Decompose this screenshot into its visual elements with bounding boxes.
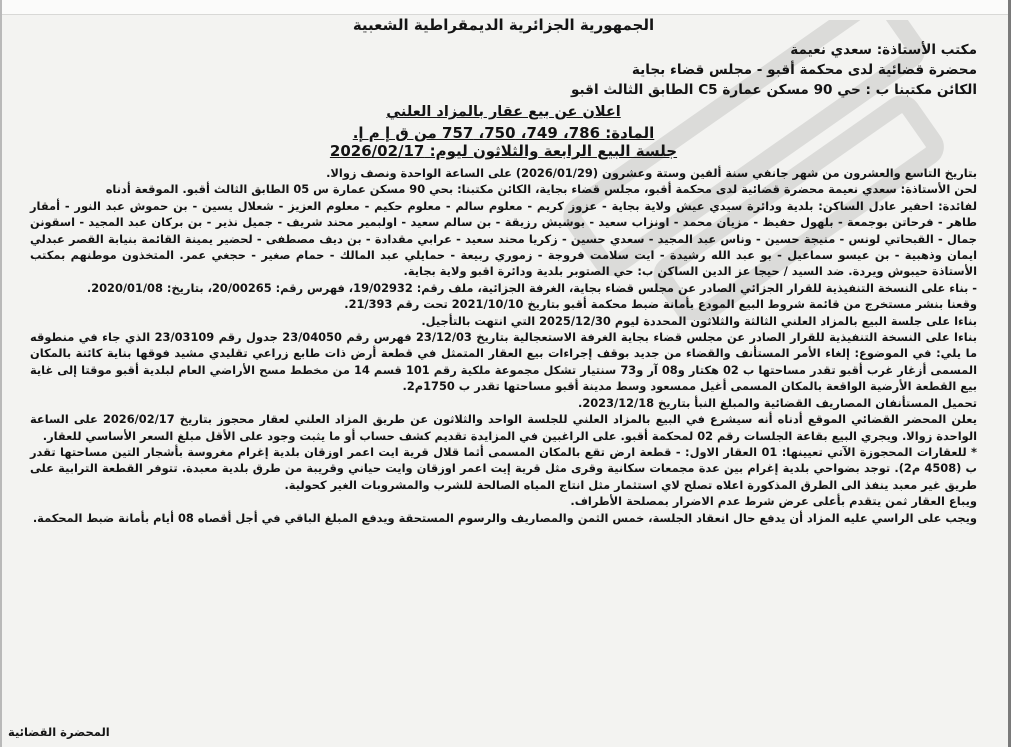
scan-top-edge — [0, 0, 1011, 15]
paragraph-conditions-list: وقعنا بنشر مستخرج من قائمة شروط البيع المودع بأمانة ضبط محكمة أقبو بتاريخ 2021/10/10 تحت رقم 21/393. — [344, 297, 977, 312]
paragraph-auction-notice: يعلن المحضر القضائي الموقع أدناه أنه سيشرع في البيع بالمزاد العلني للجلسة الواحد والثلاثون عن طريق المزاد العلني لعقار محجوز بتاريخ 2026/02/17 على الساعة الواحدة زوالا. ويجري البيع بقاعة الجلسات رقم 02 لمحكمة أقبو. على الراغبين في المزايدة تقديم كشف حساب أو ما يثبت وجود على الأقل مبلغ السعر الأساسي للعقار. — [30, 412, 977, 443]
paragraph-court-decision: بناءا على النسخة التنفيذية للقرار الصادر عن مجلس قضاء بجاية الغرفة الاستعجالية بتاريخ 23/12/03 فهرس رقم 23/04050 جدول رقم 23/03109 الذي جاء في منطوقه ما يلي: في الموضوع: إلغاء الأمر المستأنف والقضاء من جديد بوقف إجراءات بيع العقار المتمثل في قطعة أرض ذات طابع زراعي تقليدي مشيد فوقها بناية كائنة بالمكان المسمى أزغار غرب أقبو تقدر مساحتها ب 02 هكتار و08 آر و73 سنتيار تشكل مجموعة ملكية رقم 101 قسم 14 من مخطط مسح الأراضي العام لبلدية أقبو موقتا إلى غاية بيع القطعة الأرضية الواقعة بالمكان المسمى أغيل ممسعود وسط مدينة أقبو مساحتها تقدر ب 1750م2. — [30, 330, 977, 394]
bailiff-signature-label: المحضرة القضائية — [8, 725, 110, 739]
announcement-title: اعلان عن بيع عقار بالمزاد العلني — [386, 104, 621, 120]
paragraph-beneficiaries: لفائدة: احفير عادل الساكن: بلدية ودائرة سيدي عيش ولاية بجاية - عزوز كريم - معلوم سالم - معلوم حكيم - معلوم العزيز - شعلال يسين - بن حموش عبد النور - أمقار طاهر - فرحاتن بوجمعة - بلهول حفيظ - مزيان محمد - اونزاب سعيد - بوشيش رزيقة - بن سالم سعيد - اولبمير محند شريف - جميل نذير - بن بركان عبد المجيد - اسقونن جمال - القبحاتي لونس - منيجة حسين - وناس عبد المجيد - سعدي حسين - زكريا محند سعيد - عرابي مقدادة - بن ديف مصطفى - لحضير يمينة القائمة بنيابة القصر عبدلي ايمان وذهبية - بن عيسو سماعيل - بو عبد الله رشيدة - ايت سلامت فروجة - زموري ربيعة - حمايلي عبد المالك - حمام صغير - حجغي عمر. المتخذون موطنهم بمكتب الأستاذة حيبوش ويردة. ضد السيد / حيجا عز الدين الساكن ب: حي الصتوبر بلدية ودائرة اقبو ولاية بجاية. — [30, 198, 977, 279]
republic-heading: الجمهورية الجزائرية الديمقراطية الشعبية — [352, 16, 655, 34]
paragraph-bailiff: لحن الأستاذة: سعدي نعيمة محضرة قضائية لدى محكمة أقبو، مجلس قضاء بجاية، الكائن مكتبنا: بحي 90 مسكن عمارة س 05 الطابق الثالث أقبو. الموقعة أدناه — [105, 182, 977, 197]
office-address: الكائن مكتبنا ب : حي 90 مسكن عمارة C5 الطابق الثالث اقبو — [570, 82, 977, 98]
announcement-subject: المادة: 786، 749، 750، 757 من ق إ م إ. — [352, 124, 655, 142]
bailiff-role: محضرة قضائية لدى محكمة أقبو - مجلس قضاء بجاية — [631, 62, 977, 78]
paragraph-date: بتاريخ التاسع والعشرون من شهر جانفي سنة ألفين وستة وعشرون (2026/01/29) على الساعة الواحدة ونصف زوالا. — [326, 166, 977, 180]
paragraph-sale-condition: ويباع العقار ثمن يتقدم بأعلى عرض شرط عدم الاضرار بمصلحة الأطراف. — [570, 494, 977, 509]
paragraph-payment-terms: ويجب على الراسي عليه المزاد أن يدفع حال انعقاد الجلسة، خمس الثمن والمصاريف والرسوم المستحقة ويدفع المبلغ الباقي في أجل أقصاه 08 أيام بأمانة ضبط المحكمة. — [32, 510, 977, 525]
office-label: مكتب الأستاذة: سعدي نعيمة — [790, 42, 977, 58]
paragraph-enforcement-basis: - بناء على النسخة التنفيذية للقرار الجزائي الصادر عن مجلس قضاء بجاية، الغرفة الجزائية، ملف رقم: 19/02932، فهرس رقم: 20/00265، بتاريخ: 2020/01/08. — [86, 280, 977, 295]
scan-left-edge — [0, 0, 2, 747]
paragraph-previous-session: بناءا على جلسة البيع بالمزاد العلني الثالثة والثلاثون المحددة ليوم 2025/12/30 التي انتهت بالتأجيل. — [421, 313, 977, 328]
auction-session-date: جلسة البيع الرابعة والثلاثون ليوم: 2026/02/17 — [329, 142, 678, 160]
paragraph-costs: تحميل المستأنفان المصاريف القضائية والمبلغ النبأ بتاريخ 2023/12/18. — [578, 395, 977, 410]
announcement-title-wrap — [30, 104, 977, 120]
document-content — [30, 14, 977, 743]
paragraph-property-description: * للعقارات المحجوزة الآتي تعيينها: 01 العقار الاول: - قطعة ارض تقع بالمكان المسمى أثما قلال قرية ايت اعمر اوزقان بلدية إغرام مغروسة بأشجار التين مساحتها تقدر ب (4508 م2). توجد بضواحي بلدية إغرام بين عدة مجمعات سكانية وقرى مثل قرية إيت اعمر اوزقان وايت حياني وقريبة من طرق بلدية معبدة. تتوفر القطعة الترابية على طريق غير معبد ينفذ الى الطرق المذكورة اعلاه تصلح لاي استثمار مثل انتاج المياه الصالحة للشرب والمشروبات الغير كحولية. — [30, 444, 977, 492]
